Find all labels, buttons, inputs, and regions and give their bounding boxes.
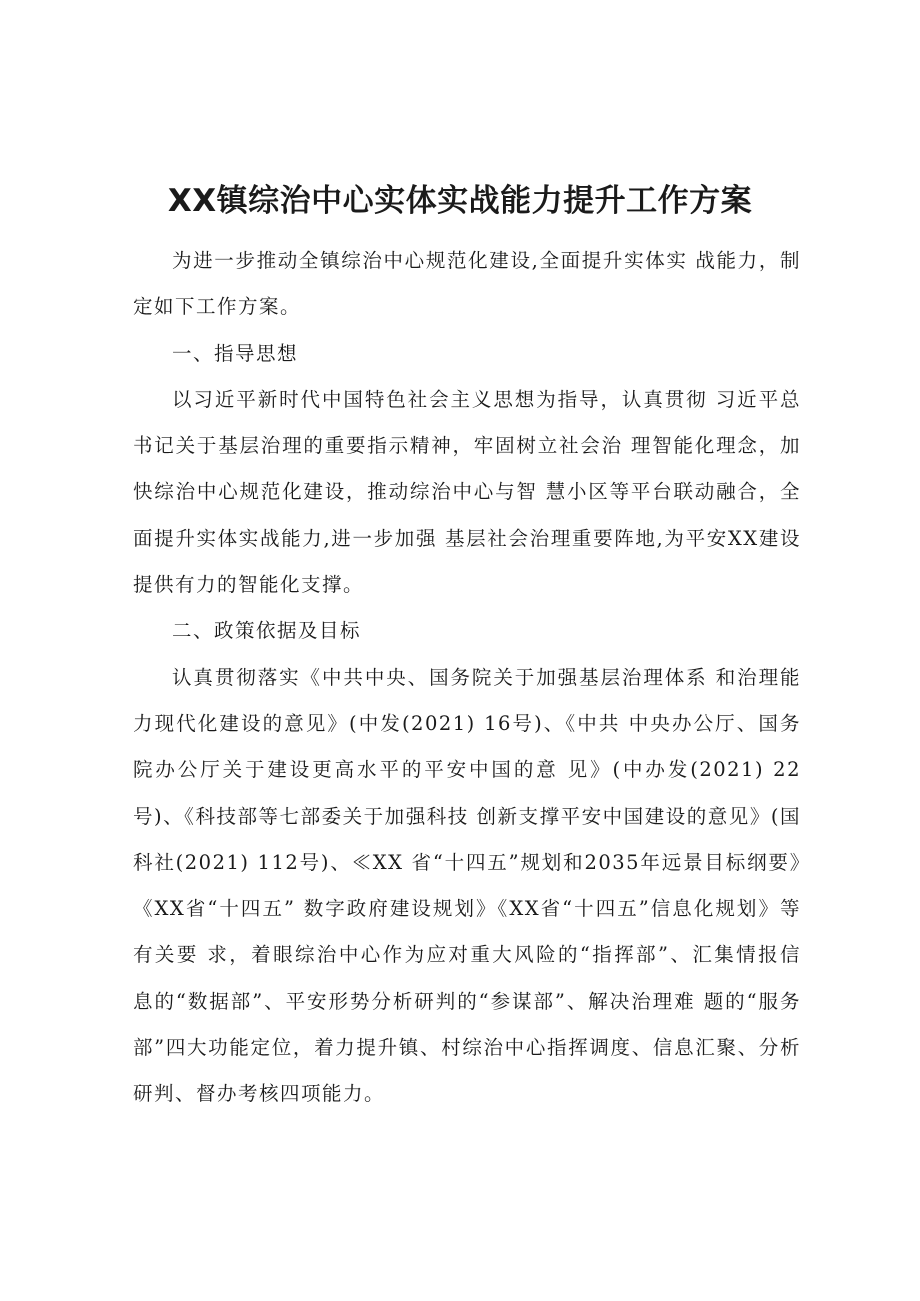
document-title: XX镇综治中心实体实战能力提升工作方案 [167, 183, 753, 219]
document-body [133, 238, 801, 1118]
section-heading-guiding-ideology: 一、指导思想 [172, 341, 299, 365]
intro-paragraph: 为进一步推动全镇综治中心规范化建设,全面提升实体实 战能力，制定如下工作方案。 [133, 249, 801, 319]
section-paragraph-policy-basis: 认真贯彻落实《中共中央、国务院关于加强基层治理体系 和治理能力现代化建设的意见》(中发(2021) 16号)、《中共 中央办公厅、国务院办公厅关于建设更高水平的平安中国的意 见》(中办发(2021) 22号)、《科技部等七部委关于加强科技 创新支撑平安中国建设的意见》(国科社(2021) 112号)、≪XX 省“十四五”规划和2035年远景目标纲要》《XX省“十四五” 数字政府建设规划》《XX省“十四五”信息化规划》等有关要 求，着眼综治中心作为应对重大风险的“指挥部”、汇集情报信 息的“数据部”、平安形势分析研判的“参谋部”、解决治理难 题的“服务部”四大功能定位，着力提升镇、村综治中心指挥调度、信息汇聚、分析研判、督办考核四项能力。 [133, 665, 801, 1106]
section-heading-policy-basis: 二、政策依据及目标 [172, 619, 362, 643]
section-paragraph-guiding-ideology: 以习近平新时代中国特色社会主义思想为指导，认真贯彻 习近平总书记关于基层治理的重要指示精神，牢固树立社会治 理智能化理念，加快综治中心规范化建设，推动综治中心与智 慧小区等平台联动融合，全面提升实体实战能力,进一步加强 基层社会治理重要阵地,为平安XX建设提供有力的智能化支撑。 [133, 387, 801, 597]
